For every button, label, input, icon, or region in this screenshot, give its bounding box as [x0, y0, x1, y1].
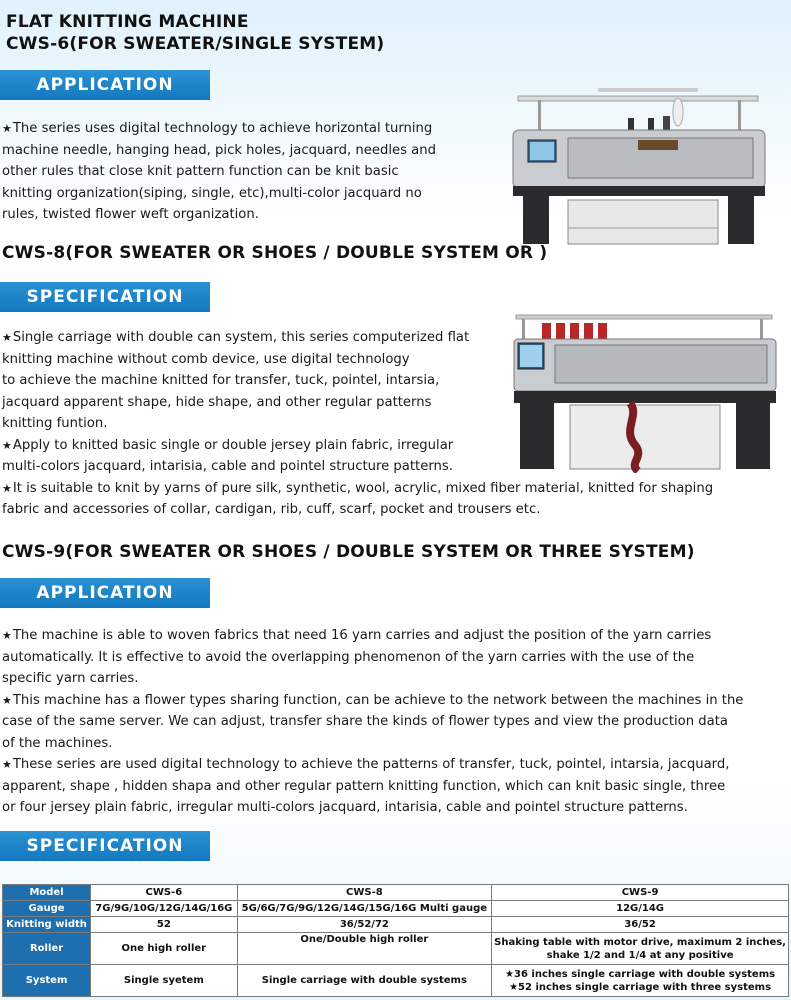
bullet-text: This machine has a flower types sharing function, can be achieve to the network between the machines in the: [12, 692, 744, 708]
bullet-line: knitting organization(siping, single, etc),multi-color jacquard no: [2, 185, 422, 201]
table-cell: Single syetem: [91, 965, 237, 997]
table-cell: Single carriage with double systems: [237, 965, 492, 997]
bullet-line: jacquard apparent shape, hide shape, and other regular patterns: [2, 394, 432, 410]
bullet-line: [2, 625, 743, 647]
star-bullet-icon: ★: [2, 122, 12, 135]
table-cell: 5G/6G/7G/9G/12G/14G/15G/16G Multi gauge: [237, 901, 492, 917]
application-bar-1: APPLICATION: [0, 70, 210, 100]
table-cell: CWS-8: [237, 885, 492, 901]
section3-text: [2, 625, 743, 819]
bullet-line: rules, twisted flower weft organization.: [2, 207, 259, 222]
table-cell: 12G/14G: [492, 901, 789, 917]
bullet-line: machine needle, hanging head, pick holes, jacquard, needles and: [2, 142, 436, 158]
table-cell: ★36 inches single carriage with double systems ★52 inches single carriage with three systems: [492, 965, 789, 997]
bullet-text: The machine is able to woven fabrics that need 16 yarn carries and adjust the position of the yarn carries: [12, 628, 712, 643]
bullet-line: [2, 478, 713, 500]
bullet-line: [2, 754, 743, 776]
bullet-line: [2, 690, 743, 712]
table-row: [3, 933, 789, 965]
table-row-header: Model: [3, 885, 91, 901]
bullet-line: other rules that close knit pattern function can be knit basic: [2, 164, 399, 179]
bullet-line: multi-colors jacquard, intarisia, cable and pointel structure patterns.: [2, 459, 453, 474]
table-row-header: System: [3, 965, 91, 997]
bullet-line: knitting funtion.: [2, 416, 108, 431]
star-bullet-icon: ★: [2, 438, 12, 452]
star-bullet-icon: ★: [2, 481, 12, 495]
bullet-line: apparent, shape , hidden shapa and other regular pattern knitting function, which can knit basic single, three: [2, 778, 726, 794]
star-bullet-icon: ★: [2, 758, 12, 771]
table-row: [3, 901, 789, 917]
star-bullet-icon: ★: [2, 629, 12, 642]
bullet-text: It is suitable to knit by yarns of pure silk, synthetic, wool, acrylic, mixed fiber material, knitted for shaping: [12, 480, 714, 496]
table-cell: CWS-6: [91, 885, 237, 901]
specification-bar-1: SPECIFICATION: [0, 282, 210, 312]
table-row: [3, 965, 789, 997]
machine-cws8-image: [510, 305, 780, 473]
bullet-line: fabric and accessories of collar, cardigan, rib, cuff, scarf, pocket and trousers etc.: [2, 502, 541, 517]
table-cell: Shaking table with motor drive, maximum 2 inches, shake 1/2 and 1/4 at any positive: [492, 933, 789, 965]
specification-bar-2: SPECIFICATION: [0, 831, 210, 861]
machine-cws6-image: [508, 78, 770, 248]
bullet-line: to achieve the machine knitted for transfer, tuck, pointel, intarsia,: [2, 373, 440, 388]
bullet-line: of the machines.: [2, 735, 113, 751]
table-cell: One high roller: [91, 933, 237, 965]
cws9-title: CWS-9(FOR SWEATER OR SHOES / DOUBLE SYSTEM OR THREE SYSTEM): [2, 542, 695, 562]
bullet-line: knitting machine without comb device, use digital technology: [2, 351, 410, 367]
table-cell: One/Double high roller: [237, 933, 492, 965]
table-row: [3, 917, 789, 933]
bullet-text: Apply to knitted basic single or double jersey plain fabric, irregular: [12, 437, 454, 453]
table-cell: 36/52/72: [237, 917, 492, 933]
table-row-header: Knitting width: [3, 917, 91, 933]
star-bullet-icon: ★: [2, 693, 12, 707]
cws8-title: CWS-8(FOR SWEATER OR SHOES / DOUBLE SYSTEM OR ): [2, 243, 548, 263]
bullet-line: case of the same server. We can adjust, transfer share the kinds of flower types and view the production data: [2, 714, 728, 729]
bullet-line: or four jersey plain fabric, irregular multi-colors jacquard, intarisia, cable and pointel structure patterns.: [2, 800, 688, 815]
table-row-header: Roller: [3, 933, 91, 965]
spec-table: [2, 884, 789, 997]
bullet-text: Single carriage with double can system, this series computerized flat: [12, 330, 470, 345]
table-row-header: Gauge: [3, 901, 91, 917]
bullet-line: specific yarn carries.: [2, 671, 139, 686]
bullet-line: automatically. It is effective to avoid the overlapping phenomenon of the yarn carries with the use of the: [2, 649, 695, 665]
star-bullet-icon: ★: [2, 331, 12, 344]
table-cell: 52: [91, 917, 237, 933]
section1-text: [2, 118, 436, 226]
table-cell: 36/52: [492, 917, 789, 933]
application-bar-2: APPLICATION: [0, 578, 210, 608]
page-title-line1: FLAT KNITTING MACHINE: [6, 12, 249, 32]
table-cell: CWS-9: [492, 885, 789, 901]
table-row: [3, 885, 789, 901]
table-cell: 7G/9G/10G/12G/14G/16G: [91, 901, 237, 917]
bullet-text: The series uses digital technology to achieve horizontal turning: [12, 121, 433, 136]
page-title-line2: CWS-6(FOR SWEATER/SINGLE SYSTEM): [6, 34, 385, 54]
bullet-line: [2, 118, 436, 140]
bullet-text: These series are used digital technology to achieve the patterns of transfer, tuck, pointel, intarsia, jacquard,: [12, 757, 730, 772]
